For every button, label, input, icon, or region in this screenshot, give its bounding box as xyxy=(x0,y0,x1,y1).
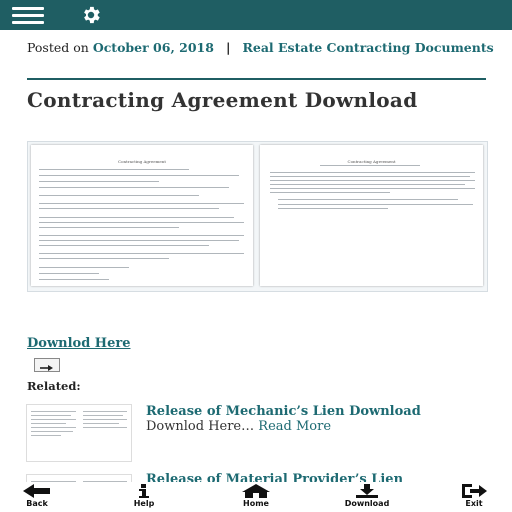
document-heading-left: Contracting Agreement xyxy=(118,159,166,164)
nav-help-label: Help xyxy=(133,499,155,508)
home-icon xyxy=(242,484,270,498)
exit-icon xyxy=(460,484,488,498)
divider xyxy=(27,78,486,80)
info-icon xyxy=(138,484,150,498)
meta-separator: | xyxy=(225,40,231,55)
related-label: Related: xyxy=(27,379,81,393)
related-thumbnail[interactable] xyxy=(26,474,132,482)
related-thumbnail[interactable] xyxy=(26,404,132,462)
document-page-right xyxy=(260,145,483,286)
page-title: Contracting Agreement Download xyxy=(27,88,418,112)
nav-home-label: Home xyxy=(243,499,269,508)
post-date-link[interactable]: October 06, 2018 xyxy=(92,40,214,55)
download-link[interactable]: Downlod Here xyxy=(27,336,131,351)
nav-download-button[interactable] xyxy=(332,484,402,508)
read-more-link[interactable]: Read More xyxy=(258,419,332,434)
nav-home-button[interactable] xyxy=(221,484,291,508)
nav-help-button[interactable] xyxy=(109,484,179,508)
post-meta xyxy=(27,40,497,55)
category-link[interactable]: Real Estate Contracting Documents xyxy=(242,40,494,55)
nav-back-label: Back xyxy=(26,499,48,508)
nav-back-button[interactable] xyxy=(2,484,72,508)
related-excerpt-text: Downlod Here… xyxy=(146,419,255,434)
document-page-left xyxy=(31,145,253,286)
bottom-navigation xyxy=(0,482,512,512)
back-arrow-icon xyxy=(23,484,51,498)
top-app-bar xyxy=(0,0,512,30)
related-item-title[interactable]: Release of Material Provider’s Lien xyxy=(146,472,404,482)
menu-icon[interactable] xyxy=(12,7,44,24)
posted-on-label: Posted on xyxy=(27,40,89,55)
nav-download-label: Download xyxy=(344,499,390,508)
related-item-title[interactable]: Release of Mechanic’s Lien Download xyxy=(146,404,421,419)
download-icon xyxy=(353,484,381,498)
nav-exit-button[interactable] xyxy=(439,484,509,508)
nav-exit-label: Exit xyxy=(465,499,483,508)
post-content xyxy=(0,30,512,482)
related-item-excerpt xyxy=(146,419,331,434)
arrow-right-icon[interactable] xyxy=(34,358,60,372)
document-heading-right: Contracting Agreement xyxy=(347,159,396,164)
document-preview-image xyxy=(27,141,488,292)
gear-icon[interactable] xyxy=(79,4,103,26)
